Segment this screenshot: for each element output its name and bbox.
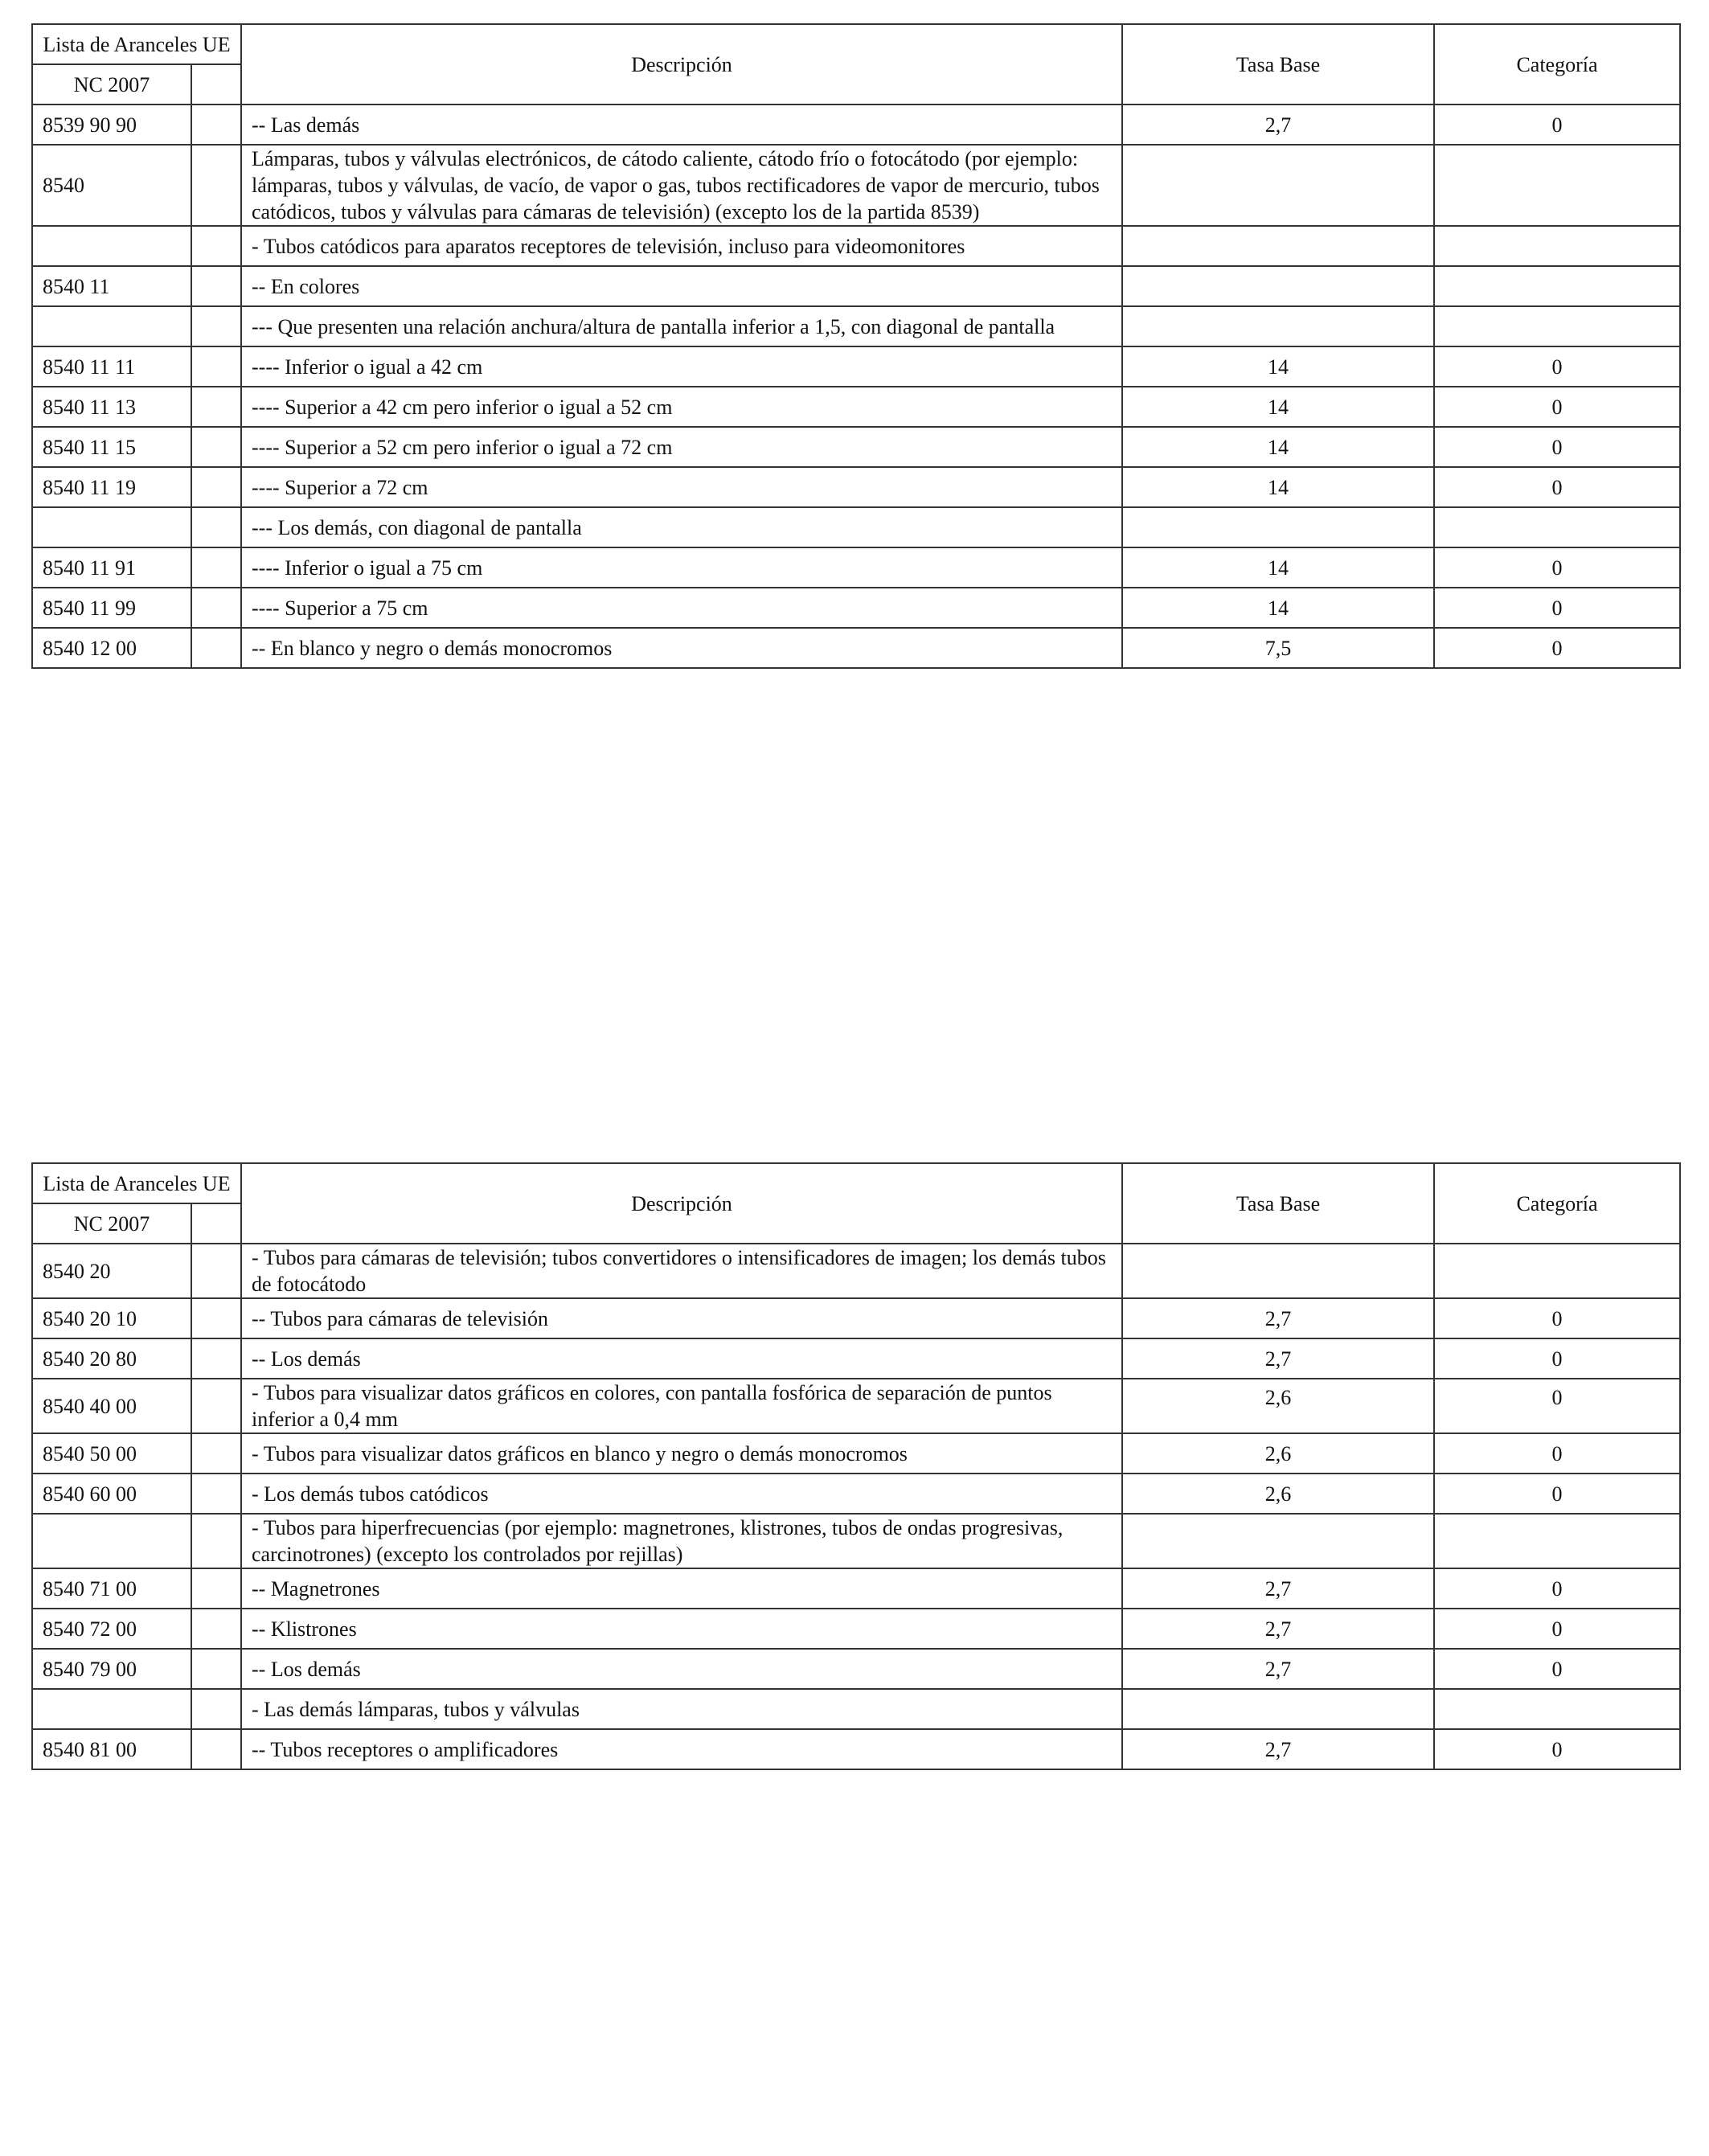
header-nc-label: NC 2007: [32, 1203, 191, 1244]
sub-code-cell: [191, 547, 241, 588]
base-rate-cell: [1122, 1514, 1434, 1568]
table-row: [32, 628, 1680, 668]
table-row: [32, 266, 1680, 306]
tariff-table-1: [31, 23, 1681, 669]
description-cell: -- Los demás: [241, 1338, 1122, 1379]
base-rate-cell: 7,5: [1122, 628, 1434, 668]
category-cell: 0: [1434, 1474, 1680, 1514]
category-cell: 0: [1434, 547, 1680, 588]
sub-code-cell: [191, 1514, 241, 1568]
table-2-body: [32, 1244, 1680, 1769]
tariff-code-cell: 8540 50 00: [32, 1433, 191, 1474]
tariff-code-cell: 8540 72 00: [32, 1609, 191, 1649]
base-rate-cell: [1122, 507, 1434, 547]
table-row: [32, 1514, 1680, 1568]
tariff-code-cell: [32, 226, 191, 266]
description-cell: -- En blanco y negro o demás monocromos: [241, 628, 1122, 668]
tariff-code-cell: 8540 12 00: [32, 628, 191, 668]
description-cell: -- Tubos receptores o amplificadores: [241, 1729, 1122, 1769]
tariff-code-cell: 8540 11 99: [32, 588, 191, 628]
header-description: Descripción: [241, 24, 1122, 105]
table-row: [32, 306, 1680, 346]
description-cell: --- Que presenten una relación anchura/altura de pantalla inferior a 1,5, con diagonal de pantalla: [241, 306, 1122, 346]
category-cell: [1434, 306, 1680, 346]
base-rate-cell: [1122, 306, 1434, 346]
header-base-rate: Tasa Base: [1122, 1163, 1434, 1244]
tariff-code-cell: 8540 81 00: [32, 1729, 191, 1769]
base-rate-cell: 14: [1122, 346, 1434, 387]
sub-code-cell: [191, 427, 241, 467]
category-cell: [1434, 226, 1680, 266]
category-cell: [1434, 1244, 1680, 1298]
header-list-label: Lista de Aranceles UE: [32, 1163, 241, 1203]
base-rate-cell: 2,7: [1122, 1729, 1434, 1769]
base-rate-cell: 14: [1122, 588, 1434, 628]
tariff-table-2: [31, 1162, 1681, 1770]
category-cell: 0: [1434, 628, 1680, 668]
description-cell: Lámparas, tubos y válvulas electrónicos, de cátodo caliente, cátodo frío o fotocátodo (por ejemplo: lámparas, tubos y válvulas, de vacío, de vapor o gas, tubos rectificadores de vapor de mercurio, tubos catódicos, tubos y válvulas para cámaras de televisión) (excepto los de la partida 8539): [241, 145, 1122, 226]
category-cell: 0: [1434, 346, 1680, 387]
category-cell: 0: [1434, 1649, 1680, 1689]
table-row: [32, 588, 1680, 628]
tariff-code-cell: 8540 11 15: [32, 427, 191, 467]
description-cell: ---- Superior a 42 cm pero inferior o igual a 52 cm: [241, 387, 1122, 427]
tariff-code-cell: [32, 306, 191, 346]
base-rate-cell: 2,7: [1122, 1649, 1434, 1689]
sub-code-cell: [191, 1298, 241, 1338]
table-row: [32, 105, 1680, 145]
tariff-code-cell: 8540 20: [32, 1244, 191, 1298]
tariff-code-cell: 8540 11: [32, 266, 191, 306]
table-row: [32, 467, 1680, 507]
description-cell: - Tubos para cámaras de televisión; tubos convertidores o intensificadores de imagen; los demás tubos de fotocátodo: [241, 1244, 1122, 1298]
description-cell: -- En colores: [241, 266, 1122, 306]
base-rate-cell: [1122, 226, 1434, 266]
table-1-body: [32, 105, 1680, 668]
table-row: [32, 1689, 1680, 1729]
tariff-code-cell: 8540: [32, 145, 191, 226]
category-cell: 0: [1434, 1379, 1680, 1433]
description-cell: - Tubos para hiperfrecuencias (por ejemplo: magnetrones, klistrones, tubos de ondas progresivas, carcinotrones) (excepto los controlados por rejillas): [241, 1514, 1122, 1568]
header-category: Categoría: [1434, 24, 1680, 105]
header-description: Descripción: [241, 1163, 1122, 1244]
sub-code-cell: [191, 1729, 241, 1769]
base-rate-cell: 2,6: [1122, 1474, 1434, 1514]
sub-code-cell: [191, 1568, 241, 1609]
sub-code-cell: [191, 226, 241, 266]
sub-code-cell: [191, 628, 241, 668]
header-blank-cell: [191, 1203, 241, 1244]
sub-code-cell: [191, 467, 241, 507]
base-rate-cell: 14: [1122, 547, 1434, 588]
tariff-code-cell: 8540 79 00: [32, 1649, 191, 1689]
table-row: [32, 1244, 1680, 1298]
category-cell: 0: [1434, 427, 1680, 467]
description-cell: -- Magnetrones: [241, 1568, 1122, 1609]
tariff-code-cell: 8540 11 19: [32, 467, 191, 507]
tariff-code-cell: 8540 60 00: [32, 1474, 191, 1514]
table-row: [32, 1298, 1680, 1338]
category-cell: [1434, 1514, 1680, 1568]
sub-code-cell: [191, 306, 241, 346]
table-row: [32, 427, 1680, 467]
base-rate-cell: [1122, 1689, 1434, 1729]
tariff-code-cell: 8540 71 00: [32, 1568, 191, 1609]
sub-code-cell: [191, 145, 241, 226]
category-cell: 0: [1434, 1568, 1680, 1609]
description-cell: -- Las demás: [241, 105, 1122, 145]
description-cell: -- Klistrones: [241, 1609, 1122, 1649]
sub-code-cell: [191, 1689, 241, 1729]
base-rate-cell: 2,7: [1122, 1609, 1434, 1649]
base-rate-cell: 2,6: [1122, 1379, 1434, 1433]
table-row: [32, 387, 1680, 427]
category-cell: 0: [1434, 1338, 1680, 1379]
table-row: [32, 547, 1680, 588]
tariff-code-cell: [32, 1514, 191, 1568]
table-row: [32, 346, 1680, 387]
description-cell: ---- Inferior o igual a 42 cm: [241, 346, 1122, 387]
category-cell: 0: [1434, 467, 1680, 507]
category-cell: 0: [1434, 1298, 1680, 1338]
category-cell: 0: [1434, 387, 1680, 427]
sub-code-cell: [191, 588, 241, 628]
sub-code-cell: [191, 266, 241, 306]
category-cell: [1434, 507, 1680, 547]
tariff-code-cell: 8539 90 90: [32, 105, 191, 145]
description-cell: ---- Inferior o igual a 75 cm: [241, 547, 1122, 588]
header-nc-label: NC 2007: [32, 64, 191, 105]
category-cell: [1434, 1689, 1680, 1729]
header-list-label: Lista de Aranceles UE: [32, 24, 241, 64]
table-row: [32, 1568, 1680, 1609]
sub-code-cell: [191, 105, 241, 145]
table-row: [32, 1729, 1680, 1769]
base-rate-cell: [1122, 145, 1434, 226]
description-cell: - Tubos para visualizar datos gráficos en colores, con pantalla fosfórica de separación de puntos inferior a 0,4 mm: [241, 1379, 1122, 1433]
sub-code-cell: [191, 1379, 241, 1433]
description-cell: - Tubos catódicos para aparatos receptores de televisión, incluso para videomonitores: [241, 226, 1122, 266]
sub-code-cell: [191, 1338, 241, 1379]
header-category: Categoría: [1434, 1163, 1680, 1244]
category-cell: 0: [1434, 1433, 1680, 1474]
base-rate-cell: 14: [1122, 427, 1434, 467]
table-row: [32, 226, 1680, 266]
sub-code-cell: [191, 1433, 241, 1474]
table-row: [32, 1433, 1680, 1474]
description-cell: --- Los demás, con diagonal de pantalla: [241, 507, 1122, 547]
table-row: [32, 145, 1680, 226]
tariff-code-cell: 8540 20 80: [32, 1338, 191, 1379]
sub-code-cell: [191, 387, 241, 427]
description-cell: ---- Superior a 72 cm: [241, 467, 1122, 507]
tariff-code-cell: 8540 11 11: [32, 346, 191, 387]
tariff-code-cell: 8540 11 13: [32, 387, 191, 427]
description-cell: ---- Superior a 75 cm: [241, 588, 1122, 628]
description-cell: - Las demás lámparas, tubos y válvulas: [241, 1689, 1122, 1729]
category-cell: 0: [1434, 588, 1680, 628]
description-cell: ---- Superior a 52 cm pero inferior o igual a 72 cm: [241, 427, 1122, 467]
sub-code-cell: [191, 1649, 241, 1689]
category-cell: 0: [1434, 105, 1680, 145]
category-cell: [1434, 145, 1680, 226]
sub-code-cell: [191, 1609, 241, 1649]
base-rate-cell: 2,7: [1122, 1338, 1434, 1379]
table-row: [32, 1474, 1680, 1514]
table-row: [32, 1649, 1680, 1689]
category-cell: [1434, 266, 1680, 306]
base-rate-cell: 14: [1122, 387, 1434, 427]
tariff-code-cell: [32, 507, 191, 547]
table-row: [32, 507, 1680, 547]
category-cell: 0: [1434, 1609, 1680, 1649]
tariff-code-cell: 8540 20 10: [32, 1298, 191, 1338]
table-row: [32, 1609, 1680, 1649]
category-cell: 0: [1434, 1729, 1680, 1769]
sub-code-cell: [191, 346, 241, 387]
sub-code-cell: [191, 507, 241, 547]
description-cell: -- Los demás: [241, 1649, 1122, 1689]
description-cell: -- Tubos para cámaras de televisión: [241, 1298, 1122, 1338]
base-rate-cell: [1122, 266, 1434, 306]
table-row: [32, 1338, 1680, 1379]
tariff-code-cell: 8540 11 91: [32, 547, 191, 588]
description-cell: - Los demás tubos catódicos: [241, 1474, 1122, 1514]
tariff-code-cell: [32, 1689, 191, 1729]
sub-code-cell: [191, 1474, 241, 1514]
tariff-code-cell: 8540 40 00: [32, 1379, 191, 1433]
base-rate-cell: 2,7: [1122, 105, 1434, 145]
base-rate-cell: [1122, 1244, 1434, 1298]
base-rate-cell: 2,6: [1122, 1433, 1434, 1474]
header-base-rate: Tasa Base: [1122, 24, 1434, 105]
sub-code-cell: [191, 1244, 241, 1298]
base-rate-cell: 2,7: [1122, 1568, 1434, 1609]
description-cell: - Tubos para visualizar datos gráficos en blanco y negro o demás monocromos: [241, 1433, 1122, 1474]
base-rate-cell: 2,7: [1122, 1298, 1434, 1338]
header-blank-cell: [191, 64, 241, 105]
base-rate-cell: 14: [1122, 467, 1434, 507]
table-row: [32, 1379, 1680, 1433]
